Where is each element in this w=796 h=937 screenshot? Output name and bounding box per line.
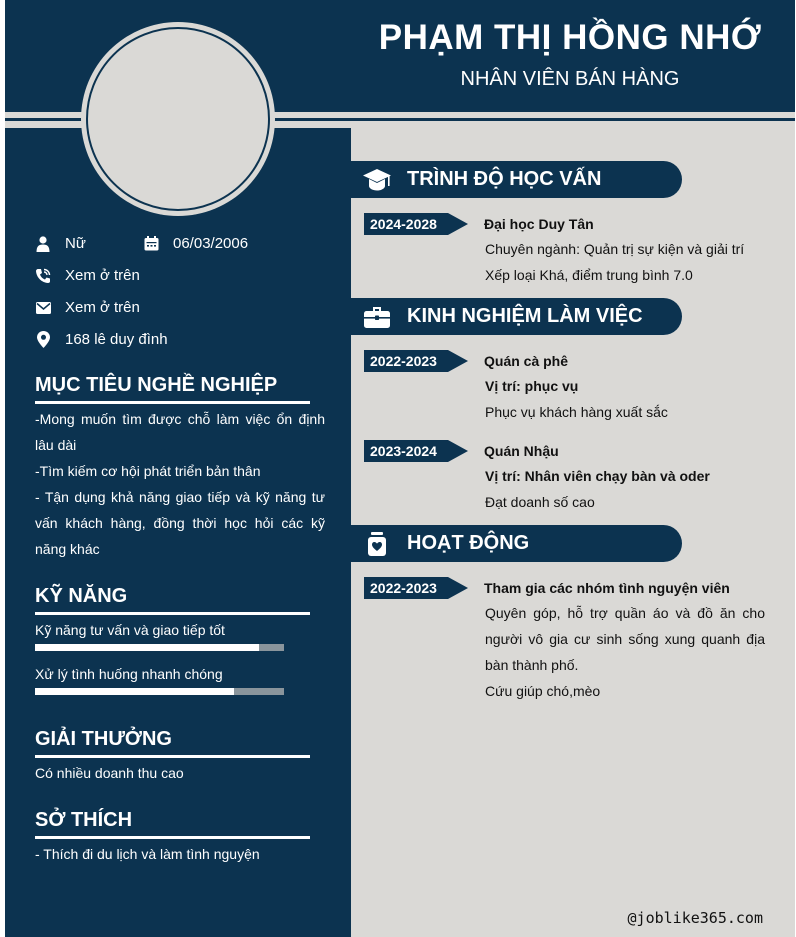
- period-text: 2024-2028: [370, 216, 437, 232]
- activity-line: Quyên góp, hỗ trợ quần áo và đồ ăn cho người vô gia cư sinh sống xung quanh địa bàn thành phố.: [485, 605, 765, 673]
- contact-address: [35, 331, 168, 348]
- skill-level: [35, 688, 234, 695]
- education-title: TRÌNH ĐỘ HỌC VẤN: [407, 168, 602, 190]
- period-tag: [364, 213, 468, 235]
- period-text: 2022-2023: [370, 580, 437, 596]
- location-icon: [35, 332, 51, 348]
- objective-line: - Tận dụng khả năng giao tiếp và kỹ năng tư vấn khách hàng, đồng thời học hỏi các kỹ năng khác: [35, 489, 325, 557]
- watermark: @joblike365.com: [627, 909, 763, 927]
- activities-title: HOẠT ĐỘNG: [407, 532, 530, 554]
- experience-header: [351, 298, 682, 335]
- experience-title: KINH NGHIỆM LÀM VIỆC: [407, 305, 643, 327]
- awards-text: Có nhiều doanh thu cao: [35, 765, 184, 781]
- job-description: Phục vụ khách hàng xuất sắc: [485, 404, 668, 420]
- period-tag: [364, 440, 468, 462]
- gender-value: Nữ: [65, 235, 86, 252]
- contact-gender: [35, 235, 86, 252]
- birthday-value: 06/03/2006: [173, 235, 249, 252]
- activity-icon: [363, 530, 391, 558]
- job-details: [485, 463, 765, 515]
- activity-line: Cứu giúp chó,mèo: [485, 683, 601, 699]
- job-position: Vị trí: phục vụ: [485, 378, 579, 394]
- education-line: Chuyên ngành: Quản trị sự kiện và giải trí: [485, 241, 745, 257]
- objective-title: MỤC TIÊU NGHỀ NGHIỆP: [35, 374, 310, 404]
- address-value: 168 lê duy đình: [65, 331, 168, 348]
- candidate-name: PHẠM THỊ HỒNG NHỚ: [378, 18, 762, 57]
- period-tag: [364, 577, 468, 599]
- cv-page: [5, 0, 795, 937]
- skill-bar: [35, 688, 284, 695]
- graduation-cap-icon: [363, 166, 391, 194]
- email-value: Xem ở trên: [65, 299, 140, 316]
- objective-text: [35, 406, 325, 562]
- skill-label: Xử lý tình huống nhanh chóng: [35, 666, 223, 682]
- briefcase-icon: [363, 303, 391, 331]
- calendar-icon: [143, 236, 159, 252]
- objective-line: -Mong muốn tìm được chỗ làm việc ổn định lâu dài: [35, 411, 325, 453]
- contact-email[interactable]: [35, 299, 140, 316]
- skill-bar: [35, 644, 284, 651]
- job-details: [485, 373, 765, 425]
- skill-label: Kỹ năng tư vấn và giao tiếp tốt: [35, 622, 225, 638]
- period-text: 2022-2023: [370, 353, 437, 369]
- school-name: Đại học Duy Tân: [484, 216, 594, 232]
- skill-level: [35, 644, 259, 651]
- skills-title: KỸ NĂNG: [35, 585, 310, 615]
- period-text: 2023-2024: [370, 443, 437, 459]
- user-icon: [35, 236, 51, 252]
- awards-title: GIẢI THƯỞNG: [35, 728, 310, 758]
- candidate-role: NHÂN VIÊN BÁN HÀNG: [460, 68, 680, 90]
- activities-header: [351, 525, 682, 562]
- hobbies-title: SỞ THÍCH: [35, 809, 310, 839]
- phone-icon: [35, 268, 51, 284]
- phone-value: Xem ở trên: [65, 267, 140, 284]
- education-header: [351, 161, 682, 198]
- job-position: Vị trí: Nhân viên chạy bàn và oder: [485, 468, 710, 484]
- job-description: Đạt doanh số cao: [485, 494, 595, 510]
- mail-icon: [35, 300, 51, 316]
- objective-line: -Tìm kiếm cơ hội phát triển bản thân: [35, 463, 261, 479]
- avatar[interactable]: [86, 27, 270, 211]
- hobbies-text: - Thích đi du lịch và làm tình nguyện: [35, 846, 260, 862]
- contact-birthday: [143, 235, 248, 252]
- company-name: Quán cà phê: [484, 353, 569, 369]
- education-details: [485, 236, 765, 288]
- education-line: Xếp loại Khá, điểm trung bình 7.0: [485, 267, 693, 283]
- company-name: Quán Nhậu: [484, 443, 559, 459]
- contact-phone[interactable]: [35, 267, 140, 284]
- activity-details: [485, 600, 765, 704]
- activity-name: Tham gia các nhóm tình nguyện viên: [484, 580, 730, 596]
- period-tag: [364, 350, 468, 372]
